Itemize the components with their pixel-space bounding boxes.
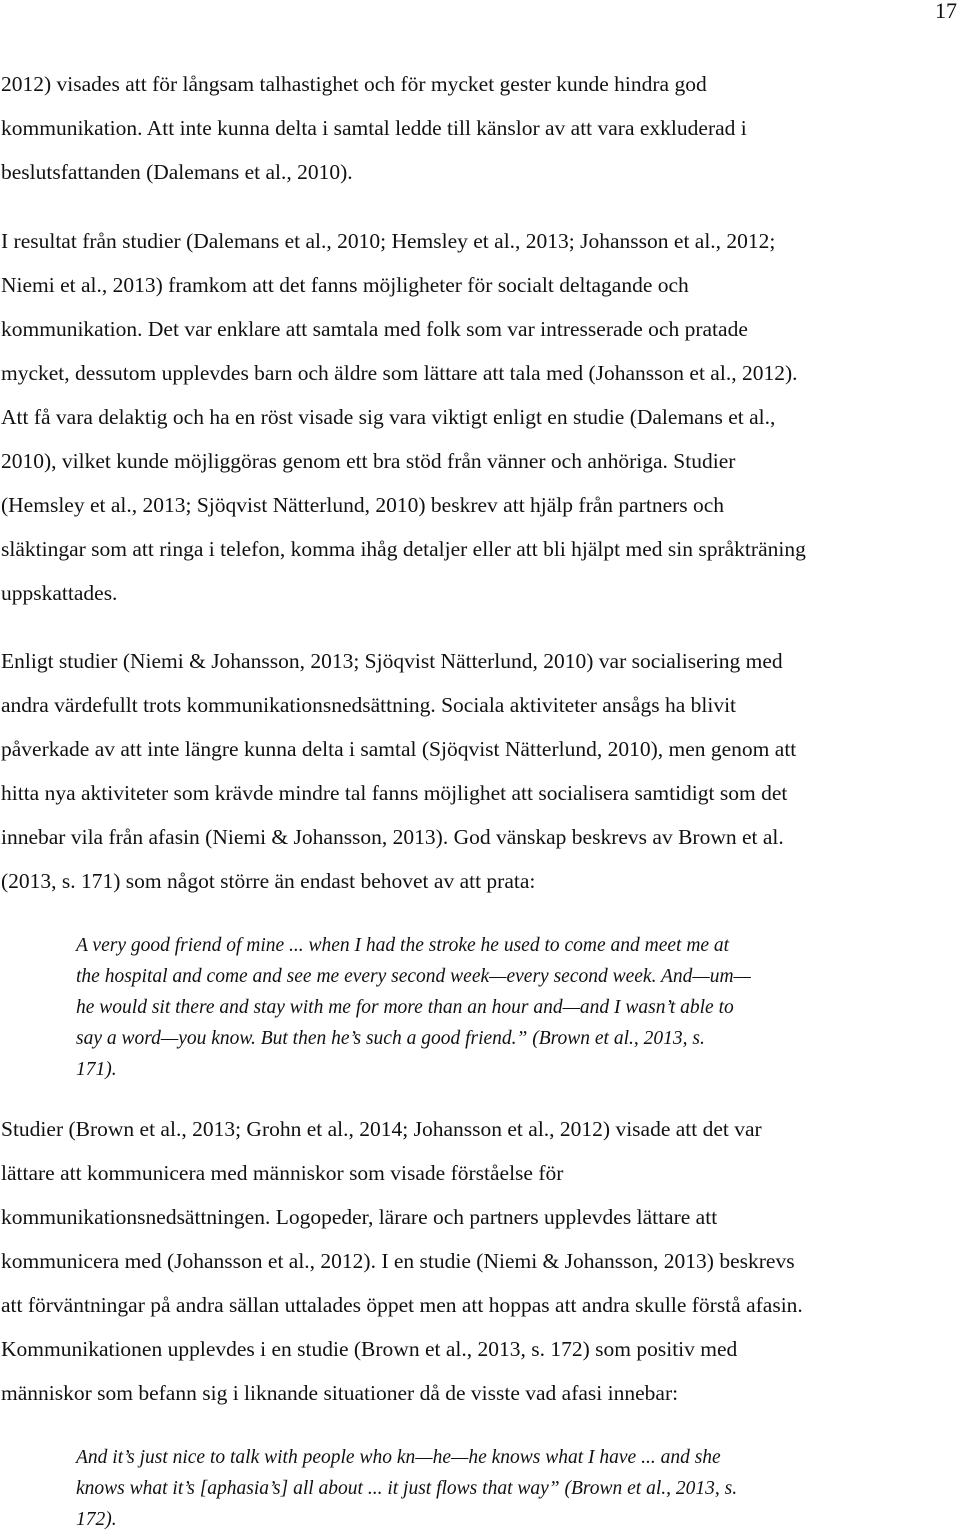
text-line: 2012) visades att för långsam talhastighet och för mycket gester kunde hindra god <box>1 72 707 96</box>
text-line: kommunikation. Att inte kunna delta i samtal ledde till känslor av att vara exkluderad i <box>1 116 747 140</box>
text-line: Kommunikationen upplevdes i en studie (Brown et al., 2013, s. 172) som positiv med <box>1 1337 738 1361</box>
text-line: kommunikationsnedsättningen. Logopeder, lärare och partners upplevdes lättare att <box>1 1205 718 1229</box>
text-line: människor som befann sig i liknande situationer då de visste vad afasi innebar: <box>1 1381 679 1405</box>
text-line: I resultat från studier (Dalemans et al., 2010; Hemsley et al., 2013; Johansson et al., 2012; <box>1 229 776 253</box>
quote-line: A very good friend of mine ... when I had the stroke he used to come and meet me at <box>76 935 730 956</box>
text-line: släktingar som att ringa i telefon, komma ihåg detaljer eller att bli hjälpt med sin språkträning <box>1 537 806 561</box>
quote-line: And it’s just nice to talk with people who kn—he—he knows what I have ... and she <box>76 1447 721 1468</box>
quote-line: knows what it’s [aphasia’s] all about ... it just flows that way” (Brown et al., 2013, s. <box>76 1478 738 1499</box>
text-line: (2013, s. 171) som något större än endast behovet av att prata: <box>1 869 536 893</box>
text-line: innebar vila från afasin (Niemi & Johansson, 2013). God vänskap beskrevs av Brown et al. <box>1 825 784 849</box>
text-line: andra värdefullt trots kommunikationsnedsättning. Sociala aktiviteter ansågs ha blivit <box>1 693 737 717</box>
text-line: beslutsfattanden (Dalemans et al., 2010). <box>1 160 353 184</box>
quote-line: 172). <box>76 1509 117 1530</box>
text-line: Enligt studier (Niemi & Johansson, 2013; Sjöqvist Nätterlund, 2010) var socialisering med <box>1 649 783 673</box>
quote-line: 171). <box>76 1059 117 1080</box>
page-number: 17 <box>935 0 957 23</box>
text-line: mycket, dessutom upplevdes barn och äldre som lättare att tala med (Johansson et al., 2012). <box>1 361 798 385</box>
text-line: kommunikation. Det var enklare att samtala med folk som var intresserade och pratade <box>1 317 748 341</box>
text-line: 2010), vilket kunde möjliggöras genom ett bra stöd från vänner och anhöriga. Studier <box>1 449 736 473</box>
text-line: (Hemsley et al., 2013; Sjöqvist Nätterlund, 2010) beskrev att hjälp från partners och <box>1 493 725 517</box>
text-line: påverkade av att inte längre kunna delta i samtal (Sjöqvist Nätterlund, 2010), men genom att <box>1 737 797 761</box>
text-line: uppskattades. <box>1 581 118 605</box>
text-line: Studier (Brown et al., 2013; Grohn et al., 2014; Johansson et al., 2012) visade att det var <box>1 1117 762 1141</box>
text-line: hitta nya aktiviteter som krävde mindre tal fanns möjlighet att socialisera samtidigt som det <box>1 781 788 805</box>
text-line: lättare att kommunicera med människor som visade förståelse för <box>1 1161 564 1185</box>
text-line: Niemi et al., 2013) framkom att det fanns möjligheter för socialt deltagande och <box>1 273 689 297</box>
quote-line: say a word—you know. But then he’s such a good friend.” (Brown et al., 2013, s. <box>76 1028 705 1049</box>
quote-line: he would sit there and stay with me for more than an hour and—and I wasn’t able to <box>76 997 734 1018</box>
text-line: kommunicera med (Johansson et al., 2012). I en studie (Niemi & Johansson, 2013) beskrevs <box>1 1249 795 1273</box>
text-line: att förväntningar på andra sällan uttalades öppet men att hoppas att andra skulle förstå afasin. <box>1 1293 803 1317</box>
text-line: Att få vara delaktig och ha en röst visade sig vara viktigt enligt en studie (Dalemans et al., <box>1 405 776 429</box>
quote-line: the hospital and come and see me every second week—every second week. And—um— <box>76 966 751 987</box>
